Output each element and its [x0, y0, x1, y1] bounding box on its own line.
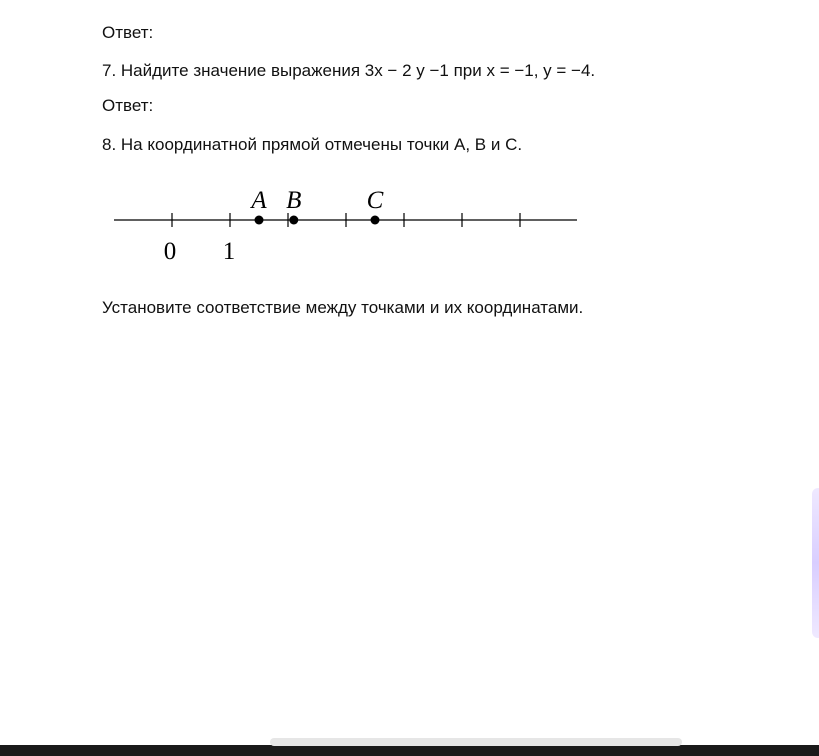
horizontal-scrollbar[interactable] — [270, 738, 682, 746]
tick-label-0: 0 — [163, 238, 177, 265]
tick-label-1: 1 — [222, 238, 236, 265]
point-c-label: C — [366, 187, 384, 214]
point-b-dot — [289, 216, 298, 225]
instruction-text: Установите соответствие между точками и их координатами. — [102, 298, 584, 317]
point-b-label: B — [286, 187, 302, 214]
number-line-points — [249, 187, 383, 225]
task-7-text: 7. Найдите значение выражения 3x − 2 y −1 при x = −1, y = −4. — [102, 61, 596, 80]
number-line-figure — [0, 0, 819, 300]
answer-label-7: Ответ: — [102, 23, 154, 42]
task-8-text: 8. На координатной прямой отмечены точки A, B и C. — [102, 135, 523, 154]
point-a-dot — [255, 216, 264, 225]
side-panel-edge — [812, 488, 819, 638]
point-c-dot — [371, 216, 380, 225]
point-a-label: A — [251, 187, 267, 214]
answer-label-8: Ответ: — [102, 96, 154, 115]
bottom-bar — [0, 745, 819, 756]
